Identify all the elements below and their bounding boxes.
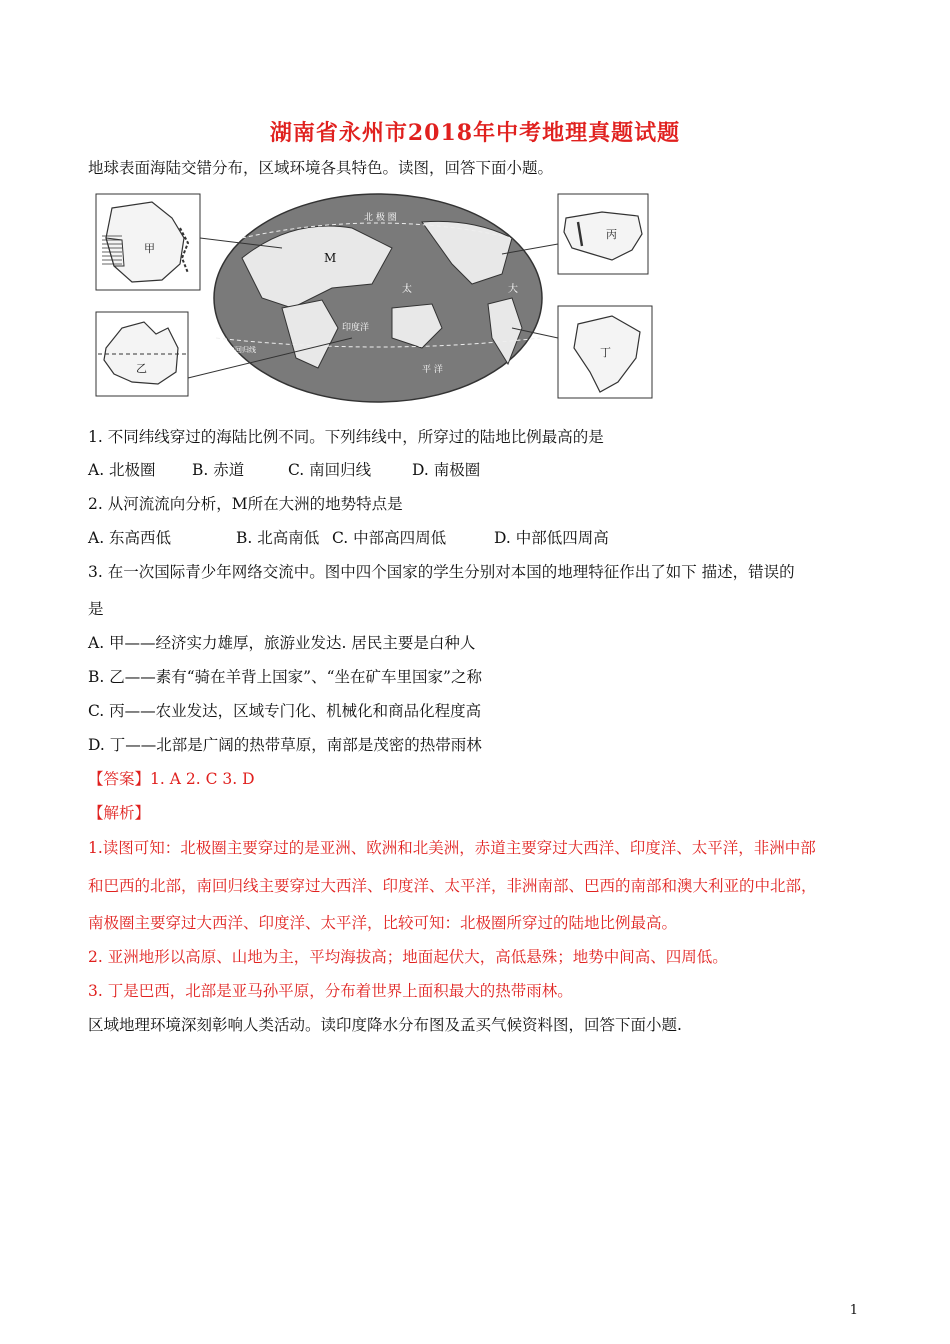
page-title: 湖南省永州市2018年中考地理真题试题	[269, 120, 681, 146]
world-map-main	[214, 194, 542, 402]
analysis-line-3: 南极圈主要穿过大西洋、印度洋、太平洋，比较可知：北极圈所穿过的陆地比例最高。	[88, 914, 678, 932]
label-atlantic: 大	[508, 284, 518, 295]
label-pacific: 太	[402, 284, 412, 295]
usa-inset	[558, 194, 648, 274]
france-inset	[96, 194, 200, 290]
page-number: 1	[849, 1303, 858, 1318]
analysis-line-5: 3. 丁是巴西，北部是亚马孙平原，分布着世界上面积最大的热带雨林。	[88, 982, 573, 1000]
brazil-inset	[558, 306, 652, 398]
label-m: M	[324, 251, 337, 265]
question-2: 2. 从河流流向分析，M所在大洲的地势特点是	[88, 495, 403, 513]
q3-option-d: D. 丁——北部是广阔的热带草原，南部是茂密的热帯雨林	[88, 736, 482, 754]
analysis-line-1: 1.读图可知：北极圈主要穿过的是亚洲、欧洲和北美洲，赤道主要穿过大西洋、印度洋、太平洋，非洲中部	[88, 839, 816, 857]
label-pacific2: 平 洋	[422, 365, 443, 375]
q3-option-c: C. 丙——农业发达，区域专门化、机械化和商品化程度高	[88, 702, 482, 720]
australia-inset	[96, 312, 188, 396]
question-2-options	[88, 526, 609, 548]
q3-option-a: A. 甲——经济实力雄厚，旅游业发达. 居民主要是白种人	[88, 634, 476, 652]
q1-option-d: D. 南极圈	[412, 461, 481, 479]
answer-label: 【答案】	[88, 770, 151, 788]
analysis-line-4: 2. 亚洲地形以高原、山地为主，平均海拔高；地面起伏大，高低悬殊；地势中间高、四周低。	[88, 948, 728, 966]
question-3-line2: 是	[88, 600, 104, 618]
question-3-line1: 3. 在一次国际青少年网络交流中。图中四个国家的学生分别对本国的地理特征作出了如下 描述，错误的	[88, 563, 795, 581]
q2-option-b: B. 北高南低	[236, 529, 320, 547]
intro-text: 地球表面海陆交错分布，区域环境各具特色。读图，回答下面小题。	[88, 159, 554, 177]
q1-option-b: B. 赤道	[192, 461, 245, 479]
answer-line	[88, 767, 255, 789]
q2-option-c: C. 中部高四周低	[332, 529, 447, 547]
label-yi: 乙	[136, 362, 147, 375]
q1-option-c: C. 南回归线	[288, 461, 372, 479]
q3-option-b: B. 乙——素有“骑在羊背上国家”、“坐在矿车里国家”之称	[88, 668, 482, 686]
label-jia: 甲	[144, 242, 155, 255]
intro-text-2: 区域地理环境深刻彰响人类活动。读印度降水分布图及孟买气候资料图，回答下面小题.	[88, 1016, 682, 1034]
answer-text: 1. A 2. C 3. D	[150, 770, 255, 788]
analysis-line-2: 和巴西的北部，南回归线主要穿过大西洋、印度洋、太平洋，非洲南部、巴西的南部和澳大利亚的中北部，	[88, 877, 817, 895]
label-arctic: 北 极 圈	[364, 213, 397, 223]
label-ding: 丁	[600, 346, 611, 359]
label-indian: 印度洋	[342, 323, 370, 333]
q1-option-a: A. 北极圈	[88, 461, 156, 479]
label-tropic: 南回归线	[228, 346, 256, 354]
analysis-label: 【解析】	[88, 804, 151, 822]
label-bing: 丙	[606, 228, 617, 241]
q2-option-a: A. 东高西低	[88, 529, 172, 547]
world-map-figure	[92, 188, 654, 406]
question-1-options	[88, 458, 480, 480]
question-1: 1. 不同纬线穿过的海陆比例不同。下列纬线中，所穿过的陆地比例最高的是	[88, 428, 604, 446]
q2-option-d: D. 中部低四周高	[494, 529, 609, 547]
